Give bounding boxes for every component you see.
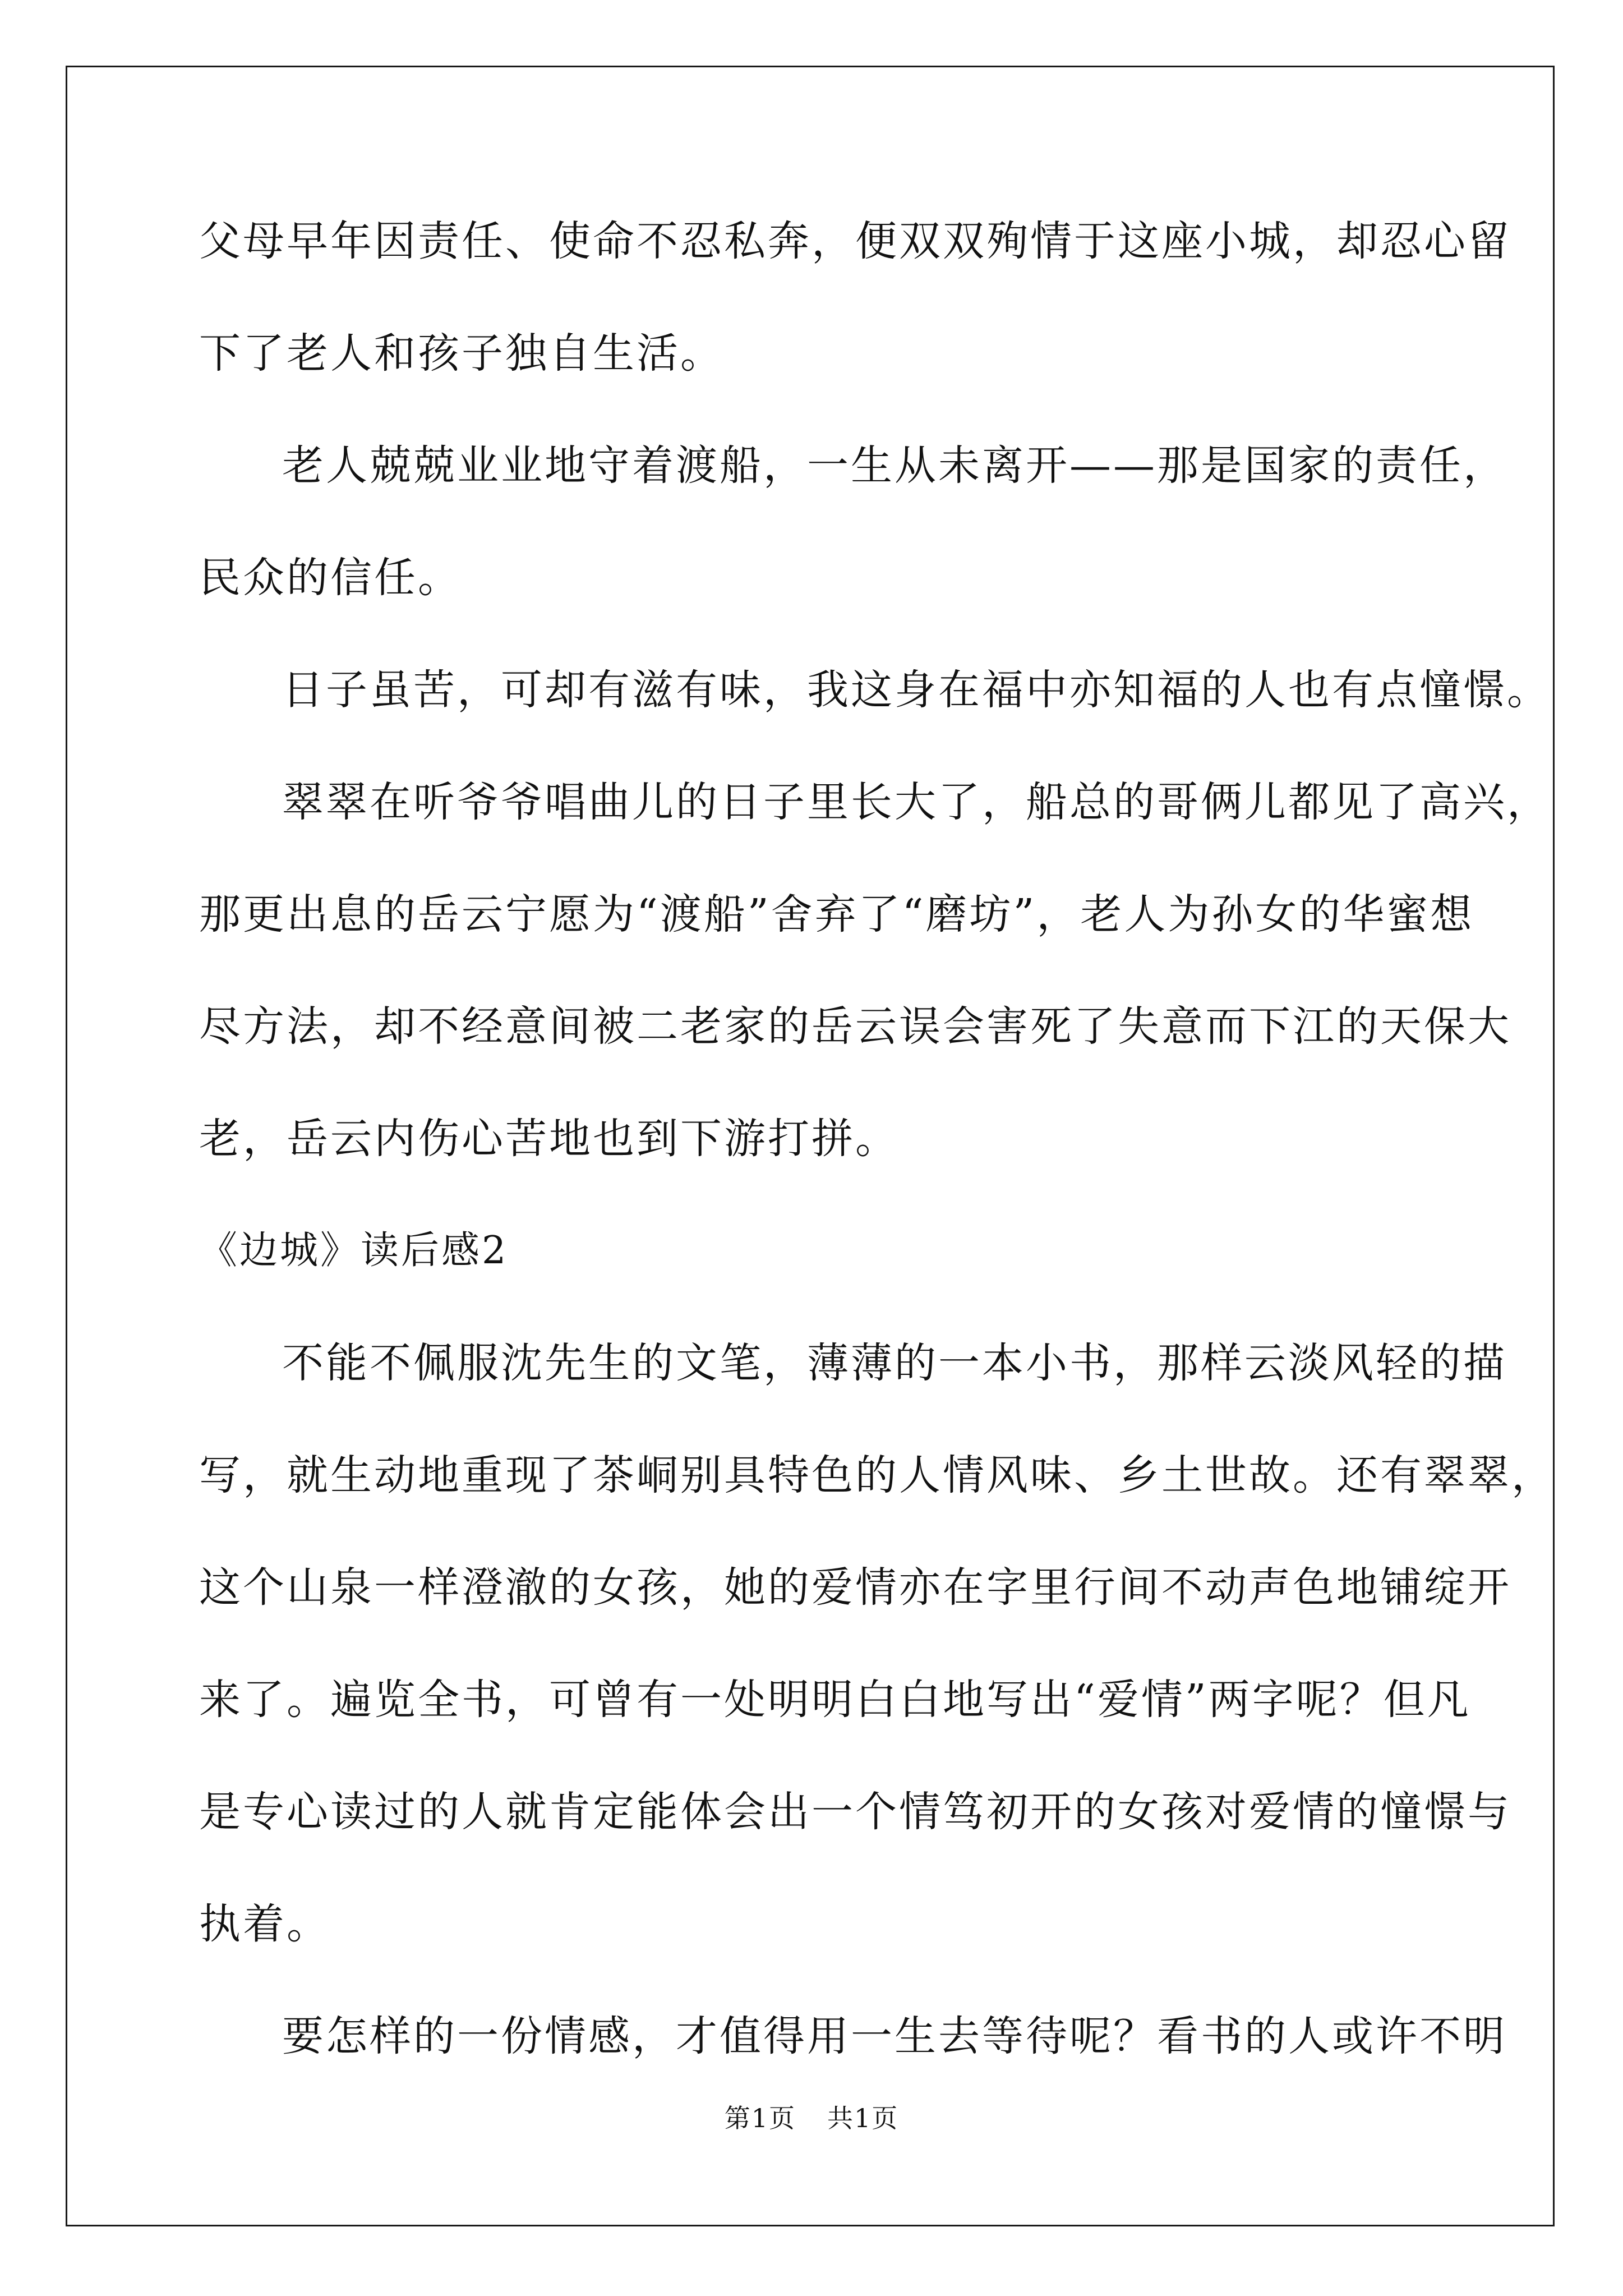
text-line-11: 不能不佩服沈先生的文笔，薄薄的一本小书，那样云淡风轻的描 (282, 1339, 1507, 1387)
page-number-current: 第1页 (724, 2103, 796, 2133)
text-line-5: 日子虽苦，可却有滋有味，我这身在福中亦知福的人也有点憧憬。 (282, 666, 1551, 714)
page-number-total: 共1页 (827, 2103, 899, 2133)
text-line-13: 这个山泉一样澄澈的女孩，她的爱情亦在字里行间不动声色地铺绽开 (199, 1563, 1511, 1612)
text-line-17: 要怎样的一份情感，才值得用一生去等待呢？看书的人或许不明 (282, 2012, 1507, 2060)
page-footer (0, 2098, 1623, 2135)
text-line-9: 老，岳云内伤心苦地也到下游打拼。 (199, 1115, 899, 1163)
text-line-3: 老人兢兢业业地守着渡船，一生从未离开——那是国家的责任， (282, 441, 1507, 490)
text-line-6: 翠翠在听爷爷唱曲儿的日子里长大了，船总的哥俩儿都见了高兴， (282, 778, 1551, 826)
text-line-15: 是专心读过的人就肯定能体会出一个情笃初开的女孩对爱情的憧憬与 (199, 1788, 1511, 1836)
text-line-4: 民众的信任。 (199, 554, 462, 602)
document-body (199, 185, 1555, 2092)
section-heading: 《边城》读后感2 (199, 1228, 509, 1273)
text-line-7: 那更出息的岳云宁愿为“渡船”舍弃了“磨坊”，老人为孙女的华蜜想 (199, 890, 1474, 938)
text-line-12: 写，就生动地重现了茶峒别具特色的人情风味、乡土世故。还有翠翠， (199, 1451, 1555, 1499)
text-line-14: 来了。遍览全书，可曾有一处明明白白地写出“爱情”两字呢？但凡 (199, 1676, 1471, 1724)
text-line-1: 父母早年因责任、使命不忍私奔，便双双殉情于这座小城，却忍心留 (199, 217, 1511, 265)
text-line-8: 尽方法，却不经意间被二老家的岳云误会害死了失意而下江的天保大 (199, 1002, 1511, 1051)
text-line-16: 执着。 (199, 1900, 330, 1948)
text-line-2: 下了老人和孩子独自生活。 (199, 329, 724, 378)
